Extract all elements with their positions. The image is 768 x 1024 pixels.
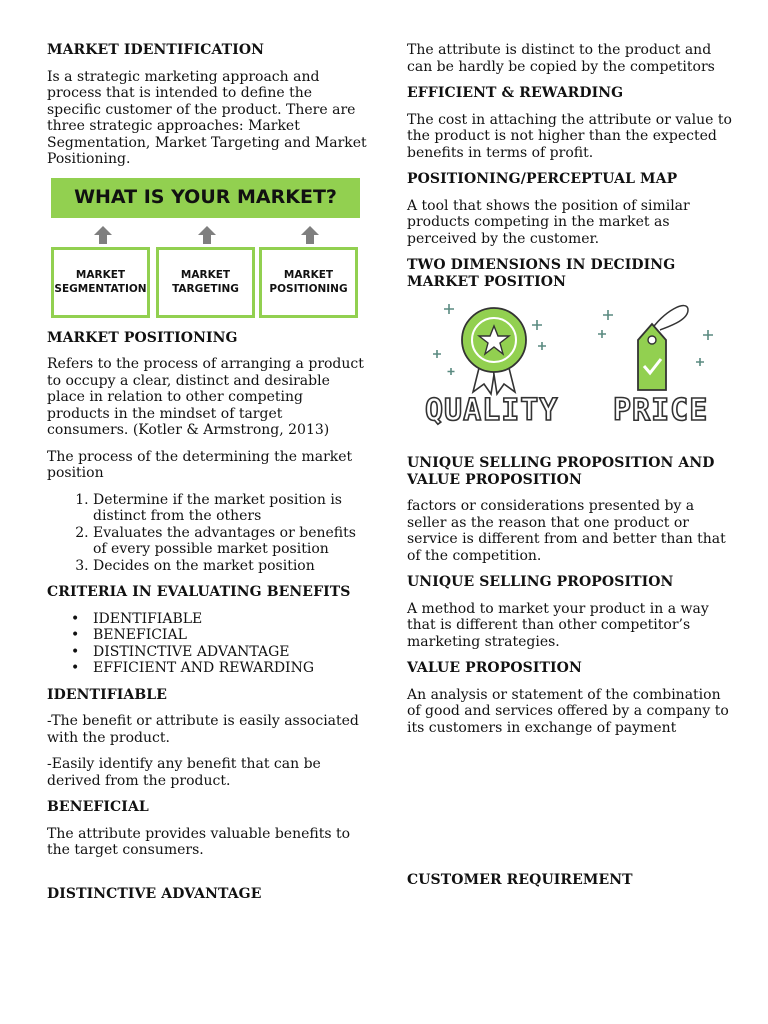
quality-label: QUALITY [425, 393, 559, 428]
quality-badge-icon [429, 300, 559, 400]
heading-market-identification: MARKET IDENTIFICATION [47, 42, 265, 58]
list-item: • IDENTIFIABLE [93, 611, 367, 628]
heading-efficient-rewarding: EFFICIENT & REWARDING [407, 85, 624, 101]
heading-identifiable: IDENTIFIABLE [47, 686, 168, 703]
paragraph-efficient: The cost in attaching the attribute or value to the product is not higher than the expected benefits in terms of profit. [407, 111, 732, 161]
paragraph-process: The process of the determining the market position [47, 448, 353, 481]
list-item: • EFFICIENT AND REWARDING [93, 660, 367, 677]
paragraph-identifiable-2: -Easily identify any benefit that can be derived from the product. [47, 756, 321, 789]
list-item: • BENEFICIAL [93, 627, 367, 644]
list-item: 1. Determine if the market position is distinct from the others [93, 492, 367, 525]
what-is-your-market-image [51, 178, 366, 318]
left-column [47, 42, 367, 912]
up-arrow-icon [198, 226, 216, 244]
heading-market-positioning: MARKET POSITIONING [47, 329, 238, 346]
paragraph-distinct: The attribute is distinct to the product and can be hardly be copied by the competitors [407, 42, 715, 75]
up-arrow-icon [301, 226, 319, 244]
list-item: • DISTINCTIVE ADVANTAGE [93, 644, 367, 661]
right-column [407, 42, 732, 899]
quality-price-image [415, 300, 715, 445]
heading-positioning-map: POSITIONING/PERCEPTUAL MAP [407, 171, 678, 187]
paragraph-usp-vp: factors or considerations presented by a seller as the reason that one product or service is different from and better than that of the competition. [407, 498, 726, 564]
paragraph-beneficial: The attribute provides valuable benefits to the target consumers. [47, 825, 351, 858]
paragraph-usp: A method to market your product in a way that is different than other competitor’s marketing strategies. [407, 600, 709, 650]
market-banner: WHAT IS YOUR MARKET? [51, 178, 360, 218]
market-targeting-box: MARKET TARGETING [156, 247, 255, 318]
paragraph-value-proposition: An analysis or statement of the combination of good and services offered by a company to its customers in exchange of payment [407, 686, 729, 736]
heading-customer-requirement: CUSTOMER REQUIREMENT [407, 872, 633, 888]
paragraph-market-identification: Is a strategic marketing approach and process that is intended to define the specific customer of the product. There are three strategic approaches: Market Segmentation, Market Targeting and Market Positioning. [47, 68, 367, 167]
heading-criteria: CRITERIA IN EVALUATING BENEFITS [47, 584, 351, 600]
up-arrow-icon [94, 226, 112, 244]
paragraph-positioning-map: A tool that shows the position of similar products competing in the market as perceived by the customer. [407, 197, 690, 247]
paragraph-market-positioning: Refers to the process of arranging a product to occupy a clear, distinct and desirable place in relation to other competing products in the mindset of target consumers. (Kotler & Armstrong, 2013) [47, 356, 364, 438]
market-segmentation-box: MARKET SEGMENTATION [51, 247, 150, 318]
heading-usp: UNIQUE SELLING PROPOSITION [407, 574, 674, 590]
price-tag-icon [590, 300, 720, 400]
price-label: PRICE [613, 393, 709, 428]
list-item: 2. Evaluates the advantages or benefits of every possible market position [93, 525, 367, 558]
heading-usp-vp: UNIQUE SELLING PROPOSITION AND VALUE PROPOSITION [407, 455, 715, 488]
heading-beneficial: BENEFICIAL [47, 799, 149, 815]
heading-distinctive-advantage: DISTINCTIVE ADVANTAGE [47, 885, 262, 902]
paragraph-identifiable-1: -The benefit or attribute is easily associated with the product. [47, 713, 359, 746]
list-item: 3. Decides on the market position [93, 558, 367, 575]
criteria-list [47, 611, 367, 677]
heading-two-dimensions: TWO DIMENSIONS IN DECIDING MARKET POSITION [407, 257, 676, 290]
market-positioning-box: MARKET POSITIONING [259, 247, 358, 318]
heading-value-proposition: VALUE PROPOSITION [407, 660, 582, 676]
process-steps-list [47, 492, 367, 575]
